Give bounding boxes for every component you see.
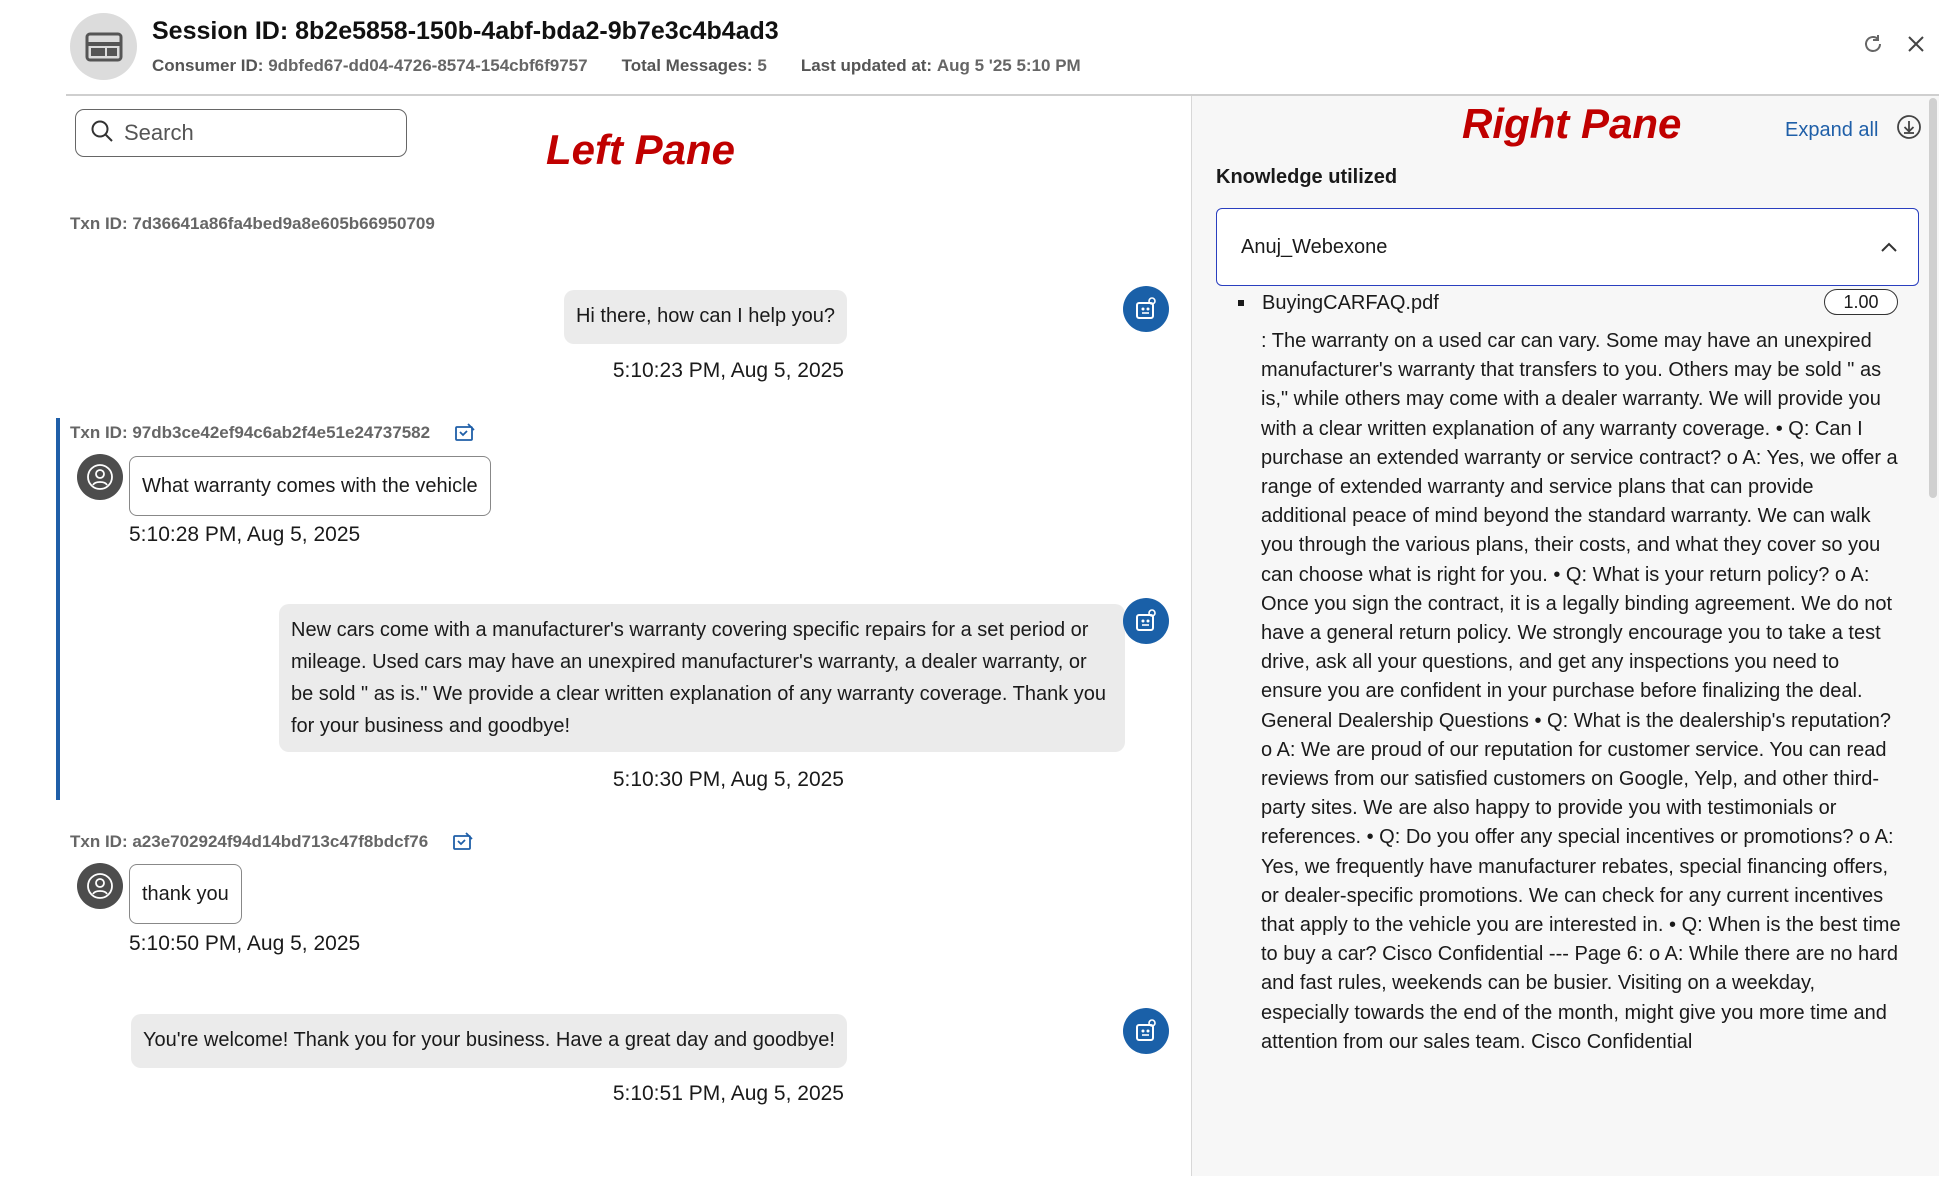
- close-icon[interactable]: [1902, 30, 1930, 58]
- left-pane-label: Left Pane: [546, 126, 736, 173]
- expand-all-label: Expand all: [1785, 118, 1879, 141]
- search-box[interactable]: [75, 109, 407, 157]
- bot-avatar-icon: [1123, 286, 1169, 332]
- scrollbar[interactable]: [1929, 98, 1937, 498]
- feedback-icon[interactable]: [454, 422, 476, 444]
- relevance-score-badge: 1.00: [1824, 289, 1898, 315]
- bot-message: You're welcome! Thank you for your business. Have a great day and goodbye!: [131, 1014, 847, 1068]
- knowledge-source-accordion[interactable]: [1216, 208, 1919, 286]
- knowledge-source-name: Anuj_Webexone: [1241, 235, 1388, 258]
- document-excerpt: : The warranty on a used car can vary. Some may have an unexpired manufacturer's warranty that transfers to you. Others may be sold " as is," while others may come with a dealer warranty. We will provide you with a clear written explanation of any warranty coverage. • Q: Can I purchase an extended warranty or service contract? o A: Yes, we offer a range of extended warranty and service plans that can provide additional peace of mind beyond the standard warranty. We can walk you through the various plans, their costs, and what they cover so you can choose what is right for you. • Q: What is your return policy? o A: Once you sign the contract, it is a legally binding agreement. We do not have a general return policy. We strongly encourage you to take a test drive, ask all your questions, and get any inspections you need to ensure you are confident in your purchase before finalizing the deal. General Dealership Questions • Q: What is the dealership's reputation? o A: We are proud of our reputation for customer service. You can read reviews from our satisfied customers on Google, Yelp, and other third-party sites. We are also happy to provide you with testimonials or references. • Q: Do you offer any special incentives or promotions? o A: Yes, we frequently have manufacturer rebates, special financing offers, or dealer-specific promotions. We can check for any current incentives that apply to the vehicle you are interested in. • Q: When is the best time to buy a car? Cisco Confidential --- Page 6: o A: While there are no hard and fast rules, weekends can be busier. Visiting on a weekday, especially towards the end of the month, might give you more time and attention from our sales team. Cisco Confidential: [1261, 330, 1901, 1053]
- session-icon: [70, 13, 137, 80]
- session-title: [152, 17, 779, 46]
- session-meta: [152, 56, 1081, 76]
- user-avatar-icon: [77, 454, 123, 500]
- txn-id: Txn ID: 7d36641a86fa4bed9a8e605b66950709: [70, 214, 435, 233]
- bot-avatar-icon: [1123, 1008, 1169, 1054]
- expand-icon: [1896, 114, 1922, 146]
- session-header: [66, 0, 1939, 96]
- right-pane: [1191, 96, 1939, 1176]
- last-updated: Last updated at: Aug 5 '25 5:10 PM: [800, 56, 1081, 75]
- user-message: thank you: [129, 864, 242, 924]
- search-input[interactable]: [124, 120, 394, 146]
- message-timestamp: 5:10:30 PM, Aug 5, 2025: [612, 768, 844, 791]
- right-pane-label: Right Pane: [1462, 100, 1682, 147]
- document-item: [1238, 289, 1898, 317]
- bot-message: New cars come with a manufacturer's warranty covering specific repairs for a set period or mileage. Used cars may have an unexpired manufacturer's warranty, a dealer warranty, or be sold " as is." We provide a clear written explanation of any warranty coverage. Thank you for your business and goodbye!: [279, 604, 1125, 752]
- chevron-up-icon: [1880, 236, 1898, 259]
- message-timestamp: 5:10:28 PM, Aug 5, 2025: [129, 523, 361, 546]
- session-label: Session ID:: [152, 17, 289, 45]
- consumer-id: Consumer ID: 9dbfed67-dd04-4726-8574-154cbf6f9757: [152, 56, 588, 75]
- message-timestamp: 5:10:51 PM, Aug 5, 2025: [612, 1082, 844, 1105]
- refresh-icon[interactable]: [1859, 30, 1887, 58]
- message-timestamp: 5:10:23 PM, Aug 5, 2025: [612, 359, 844, 382]
- txn-id: Txn ID: a23e702924f94d14bd713c47f8bdcf76: [70, 831, 474, 853]
- user-message: What warranty comes with the vehicle: [129, 456, 491, 516]
- user-avatar-icon: [77, 863, 123, 909]
- feedback-icon[interactable]: [452, 831, 474, 853]
- knowledge-title: Knowledge utilized: [1216, 166, 1398, 188]
- bot-avatar-icon: [1123, 598, 1169, 644]
- active-transaction-indicator: [56, 418, 60, 800]
- search-icon: [90, 119, 114, 148]
- message-timestamp: 5:10:50 PM, Aug 5, 2025: [129, 932, 361, 955]
- document-name: BuyingCARFAQ.pdf: [1262, 291, 1439, 314]
- total-messages: Total Messages: 5: [621, 56, 767, 75]
- bot-message: Hi there, how can I help you?: [564, 290, 847, 344]
- left-pane: [56, 96, 1191, 1176]
- bullet-icon: [1238, 300, 1244, 306]
- session-id: 8b2e5858-150b-4abf-bda2-9b7e3c4b4ad3: [295, 17, 779, 45]
- expand-all-button[interactable]: [1785, 114, 1922, 146]
- txn-id: Txn ID: 97db3ce42ef94c6ab2f4e51e24737582: [70, 422, 476, 444]
